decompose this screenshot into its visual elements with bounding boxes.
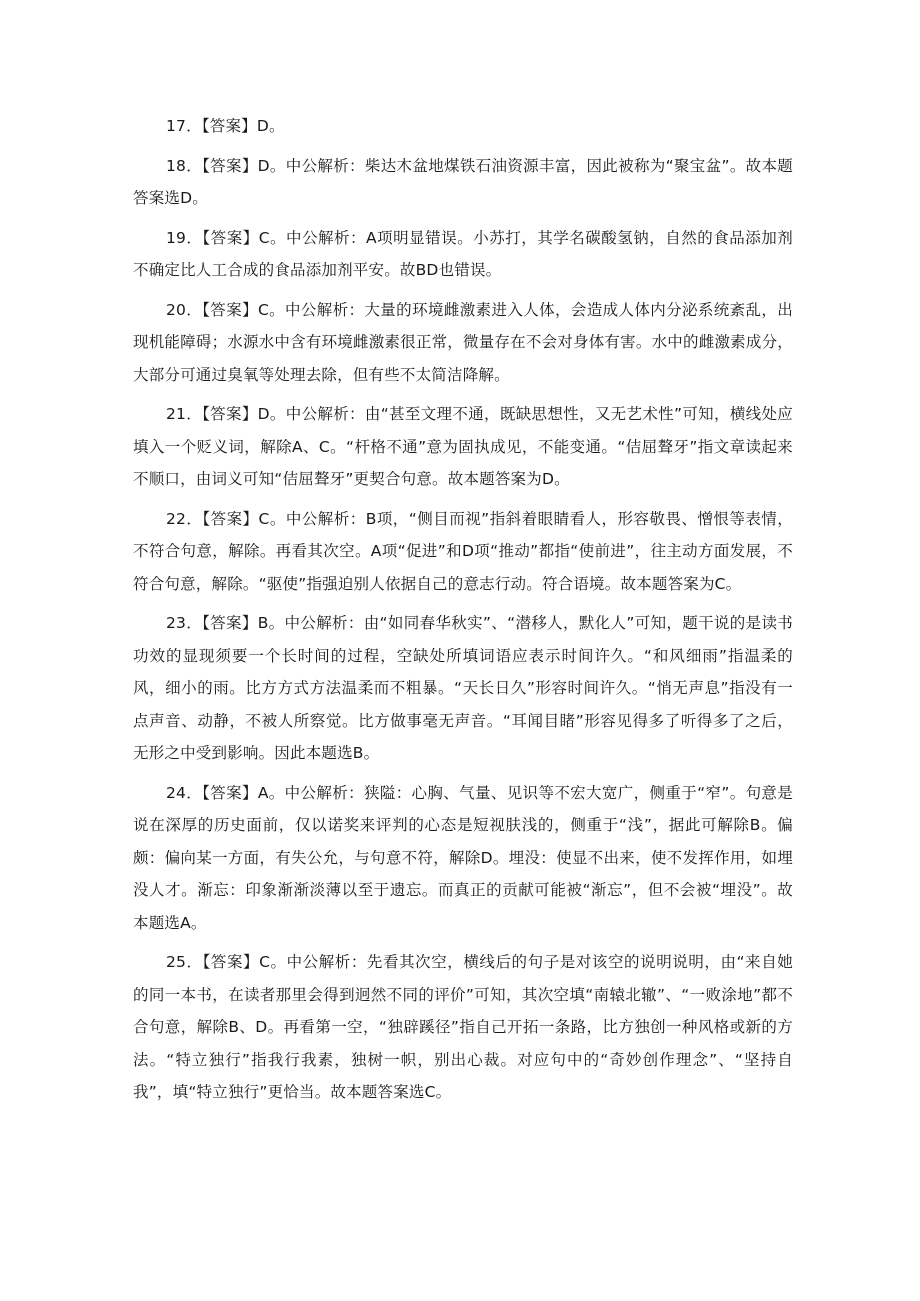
question-number: 17	[166, 117, 187, 135]
answer-page	[133, 110, 793, 1116]
question-number: 22	[166, 509, 187, 528]
answer-item-25	[133, 946, 793, 1109]
answer-item-22	[133, 503, 793, 601]
answer-text: ．【答案】D。中公解析：柴达木盆地煤铁石油资源丰富，因此被称为“聚宝盆”。故本题答案选D。	[133, 156, 793, 207]
answer-item-20	[133, 294, 793, 392]
question-number: 25	[166, 953, 187, 971]
answer-item-19	[133, 222, 793, 287]
answer-text: ．【答案】A。中公解析：狭隘：心胸、气量、见识等不宏大宽广，侧重于“窄”。句意是说在深厚的历史面前，仅以诺奖来评判的心态是短视肤浅的，侧重于“浅”，据此可解除B。偏颇：偏向某一方面，有失公允，与句意不符，解除D。埋没：使显不出来，使不发挥作用，如埋没人才。渐忘：印象渐渐淡薄以至于遗忘。而真正的贡献可能被“渐忘”，但不会被“埋没”。故本题选A。	[133, 783, 793, 932]
answer-text: ．【答案】D。	[186, 117, 285, 135]
answer-text: ．【答案】C。中公解析：B项，“侧目而视”指斜着眼睛看人，形容敬畏、憎恨等表情，不符合句意，解除。再看其次空。A项“促进”和D项“推动”都指“使前进”，往主动方面发展，不符合句意，解除。“驱使”指强迫别人依据自己的意志行动。符合语境。故本题答案为C。	[133, 509, 793, 593]
question-number: 24	[166, 783, 187, 802]
answer-text: ．【答案】B。中公解析：由“如同春华秋实”、“潜移人，默化人”可知，题干说的是读书功效的显现须要一个长时间的过程，空缺处所填词语应表示时间许久。“和风细雨”指温柔的风，细小的雨。比方方式方法温柔而不粗暴。“天长日久”形容时间许久。“悄无声息”指没有一点声音、动静，不被人所察觉。比方做事毫无声音。“耳闻目睹”形容见得多了听得多了之后，无形之中受到影响。因此本题选B。	[133, 614, 793, 762]
answer-item-23	[133, 607, 793, 770]
question-number: 23	[166, 614, 187, 632]
answer-text: ．【答案】C。中公解析：大量的环境雌激素进入人体，会造成人体内分泌系统紊乱，出现机能障碍；水源水中含有环境雌激素很正常，微量存在不会对身体有害。水中的雌激素成分，大部分可通过臭氧等处理去除，但有些不太简洁降解。	[133, 300, 793, 384]
answer-item-24	[133, 777, 793, 940]
question-number: 21	[166, 405, 187, 423]
question-number: 19	[166, 228, 187, 247]
answer-text: ．【答案】C。中公解析：先看其次空，横线后的句子是对该空的说明说明，由“来自她的同一本书，在读者那里会得到迥然不同的评价”可知，其次空填“南辕北辙”、“一败涂地”都不合句意，解除B、D。再看第一空，“独辟蹊径”指自己开拓一条路，比方独创一种风格或新的方法。“特立独行”指我行我素，独树一帜，别出心裁。对应句中的“奇妙创作理念”、“坚持自我”，填“特立独行”更恰当。故本题答案选C。	[133, 953, 793, 1101]
answer-item-18	[133, 150, 793, 215]
question-number: 18	[166, 156, 187, 175]
question-number: 20	[166, 300, 187, 319]
answer-item-21	[133, 398, 793, 496]
answer-text: ．【答案】D。中公解析：由“甚至文理不通，既缺思想性，又无艺术性”可知，横线处应填入一个贬义词，解除A、C。“杆格不通”意为固执成见，不能变通。“佶屈聱牙”指文章读起来不顺口，由词义可知“佶屈聱牙”更契合句意。故本题答案为D。	[133, 405, 793, 488]
answer-text: ．【答案】C。中公解析：A项明显错误。小苏打，其学名碳酸氢钠，自然的食品添加剂不确定比人工合成的食品添加剂平安。故BD也错误。	[133, 228, 793, 279]
answer-item-17	[133, 110, 793, 143]
